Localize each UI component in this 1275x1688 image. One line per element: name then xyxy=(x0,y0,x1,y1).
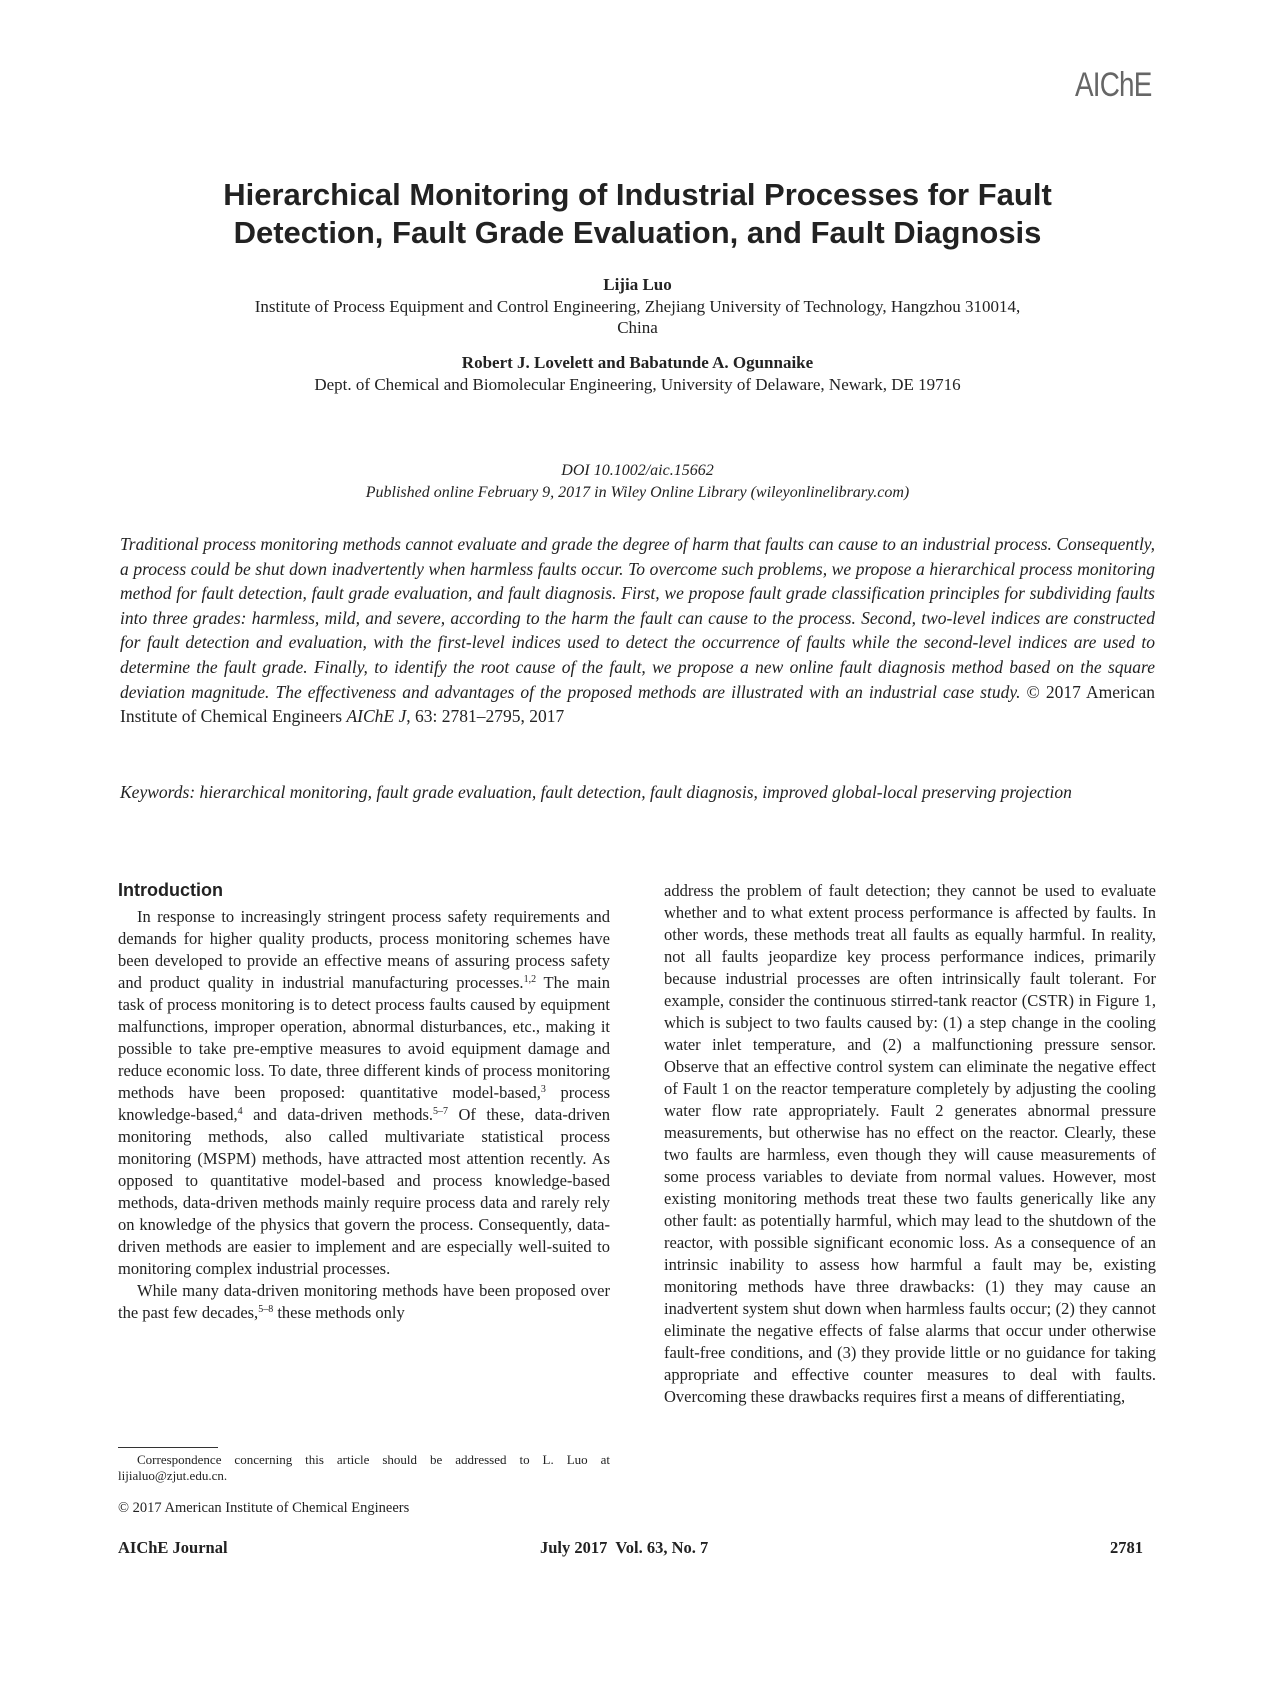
left-column xyxy=(118,906,610,1324)
p1-text-d: and data-driven methods. xyxy=(242,1105,433,1124)
ref-3: 3 xyxy=(540,1084,546,1095)
ref-5-7: 5–7 xyxy=(433,1106,448,1117)
doi: DOI 10.1002/aic.15662 xyxy=(561,462,714,479)
author-1-affiliation-line-1: Institute of Process Equipment and Control Engineering, Zhejiang University of Technology, Hangzhou 310014, xyxy=(254,297,1021,316)
ref-1-2: 1,2 xyxy=(523,974,537,985)
intro-paragraph-2 xyxy=(118,1280,610,1324)
footer-issue: July 2017 Vol. 63, No. 7 xyxy=(540,1538,709,1557)
copyright-line: © 2017 American Institute of Chemical Engineers xyxy=(118,1500,410,1516)
p1-text-e: Of these, data-driven monitoring methods, also called multivariate statistical process monitoring (MSPM) methods, have attracted most attention recently. As opposed to quantitative model-based and process knowledge-based methods, data-driven methods mainly require process data and rarely rely on knowledge of the physics that govern the process. Consequently, data-driven methods are easier to implement and are especially well-suited to monitoring complex industrial processes. xyxy=(118,1105,610,1278)
p1-text-b: The main task of process monitoring is to detect process faults caused by equipment malfunctions, improper operation, abnormal disturbances, etc., making it possible to take pre-emptive measures to avoid equipment damage and reduce economic loss. To date, three different kinds of process monitoring methods have been proposed: quantitative model-based, xyxy=(118,973,610,1102)
ref-5-8: 5–8 xyxy=(258,1304,274,1315)
right-column xyxy=(664,880,1156,1408)
ref-4: 4 xyxy=(237,1106,243,1117)
correspondence-footnote: Correspondence concerning this article should be addressed to L. Luo at lijialuo@zjut.edu.cn. xyxy=(118,1452,610,1483)
author-2-names: Robert J. Lovelett and Babatunde A. Ogunnaike xyxy=(461,353,814,372)
abstract xyxy=(120,532,1155,729)
title-line-1: Hierarchical Monitoring of Industrial Processes for Fault xyxy=(223,177,1052,212)
p1-text-c: process knowledge-based, xyxy=(118,1083,610,1124)
abstract-copyright: © 2017 American Institute of Chemical Engineers xyxy=(120,681,1155,727)
p1-text-a: In response to increasingly stringent process safety requirements and demands for higher quality products, process monitoring schemes have been developed to provide an effective means of assuring process safety and product quality in industrial manufacturing processes. xyxy=(118,907,610,992)
intro-paragraph-continued: address the problem of fault detection; they cannot be used to evaluate whether and to what extent process performance is affected by faults. In other words, these methods treat all faults as equally harmful. In reality, not all faults jeopardize key process performance indices, primarily because industrial processes are often intrinsically fault tolerant. For example, consider the continuous stirred-tank reactor (CSTR) in Figure 1, which is subject to two faults caused by: (1) a step change in the cooling water inlet temperature, and (2) a malfunctioning pressure sensor. Observe that an effective control system can eliminate the negative effect of Fault 1 on the reactor temperature completely by adjusting the cooling water flow rate appropriately. Fault 2 generates abnormal pressure measurements, but otherwise has no effect on the reactor. Clearly, these two faults are harmless, even though they will cause measurements of some process variables to deviate from normal values. However, most existing monitoring methods treat these two faults generically like any other fault: as potentially harmful, which may lead to the shutdown of the reactor, with possible significant economic loss. As a consequence of an intrinsic inability to assess how harmful a fault may be, existing monitoring methods have three drawbacks: (1) they may cause an inadvertent system shut down when harmless faults occur; (2) they cannot eliminate the negative effects of false alarms that occur under otherwise fault-free conditions, and (3) they provide little or no guidance for taking appropriate and effective counter measures to deal with faults. Overcoming these drawbacks requires first a means of differentiating, xyxy=(664,881,1156,1406)
abstract-text: Traditional process monitoring methods cannot evaluate and grade the degree of harm that faults can cause to an industrial process. Consequently, a process could be shut down inadvertently when harmless faults occur. To overcome such problems, we propose a hierarchical process monitoring method for fault detection, fault grade evaluation, and fault diagnosis. First, we propose fault grade classification principles for subdividing faults into three grades: harmless, mild, and severe, according to the harm the fault can cause to the process. Second, two-level indices are constructed for fault detection and evaluation, with the first-level indices used to detect the occurrence of faults while the second-level indices are used to determine the fault grade. Finally, to identify the root cause of the fault, we propose a new online fault diagnosis method based on the square deviation magnitude. The effectiveness and advantages of the proposed methods are illustrated with an industrial case study. xyxy=(120,534,1155,702)
author-1-affiliation-line-2: China xyxy=(617,318,658,337)
abstract-journal-abbrev: AIChE J xyxy=(346,706,407,727)
author-2-affiliation: Dept. of Chemical and Biomolecular Engineering, University of Delaware, Newark, DE 19716 xyxy=(314,375,961,394)
footer-page-number: 2781 xyxy=(1110,1538,1143,1557)
publication-info: Published online February 9, 2017 in Wiley Online Library (wileyonlinelibrary.com) xyxy=(365,484,910,501)
footer-journal: AIChE Journal xyxy=(118,1538,228,1557)
keywords: Keywords: hierarchical monitoring, fault grade evaluation, fault detection, fault diagnosis, improved global-local preserving projection xyxy=(120,782,1072,802)
footnote-rule xyxy=(118,1447,218,1448)
p2-text-a: While many data-driven monitoring methods have been proposed over the past few decades, xyxy=(118,1281,610,1322)
title-line-2: Detection, Fault Grade Evaluation, and Fault Diagnosis xyxy=(233,215,1042,250)
section-heading-introduction: Introduction xyxy=(118,880,223,900)
author-1-names: Lijia Luo xyxy=(603,275,672,294)
abstract-citation: , 63: 2781–2795, 2017 xyxy=(406,706,565,727)
journal-logo: AIChE xyxy=(1075,66,1152,104)
paper-title xyxy=(120,176,1155,252)
intro-paragraph-1 xyxy=(118,906,610,1280)
p2-text-b: these methods only xyxy=(273,1303,405,1322)
